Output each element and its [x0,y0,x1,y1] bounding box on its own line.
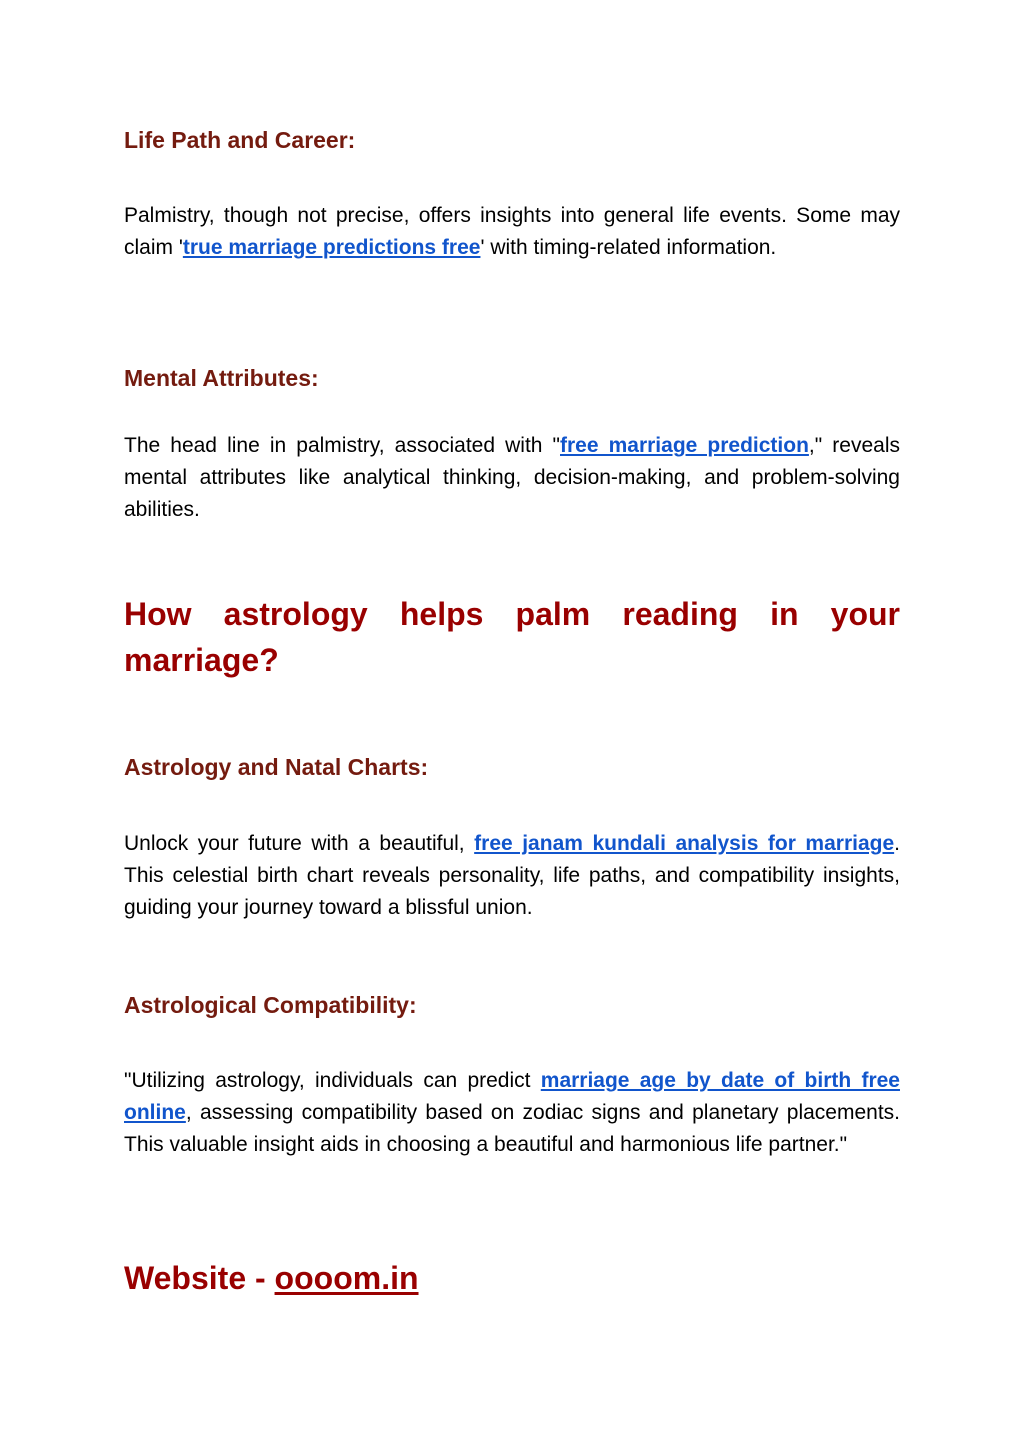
heading-life-path: Life Path and Career: [124,127,356,153]
heading-line: marriage? [124,642,279,678]
paragraph-astrological-compatibility [124,1065,900,1161]
website-link[interactable]: oooom.in [274,1260,419,1296]
paragraph-text: Palmistry, though not precise, offers insights into general life events. Some may claim ' [124,204,900,259]
link-marriage-age-by-date-of-birth[interactable]: marriage age by date of birth free online [124,1069,900,1124]
paragraph-text: ," reveals mental attributes like analytical thinking, decision-making, and problem-solving abilities. [124,434,900,521]
link-true-marriage-predictions[interactable]: true marriage predictions free [182,236,481,259]
paragraph-mental-attributes [124,430,900,526]
website-label: Website - [124,1260,275,1296]
website-line [124,1258,419,1298]
heading-astrology-palm-reading [124,591,900,683]
paragraph-text: . This celestial birth chart reveals personality, life paths, and compatibility insights, guiding your journey toward a blissful union. [124,832,900,919]
paragraph-text: , assessing compatibility based on zodiac signs and planetary placements. This valuable insight aids in choosing a beautiful and harmonious life partner." [124,1101,900,1156]
heading-astrological-compatibility: Astrological Compatibility: [124,992,417,1018]
paragraph-text: The head line in palmistry, associated with " [124,434,560,457]
heading-line: How astrology helps palm reading in your [124,596,900,632]
heading-mental-attributes: Mental Attributes: [124,365,319,391]
link-free-marriage-prediction[interactable]: free marriage prediction [560,434,809,457]
paragraph-text: "Utilizing astrology, individuals can predict [124,1069,541,1092]
link-free-janam-kundali[interactable]: free janam kundali analysis for marriage [474,832,895,855]
heading-natal-charts: Astrology and Natal Charts: [124,754,429,780]
paragraph-life-path [124,200,900,264]
paragraph-natal-charts [124,828,900,924]
paragraph-text: Unlock your future with a beautiful, [124,832,475,855]
paragraph-text: ' with timing-related information. [480,236,777,259]
